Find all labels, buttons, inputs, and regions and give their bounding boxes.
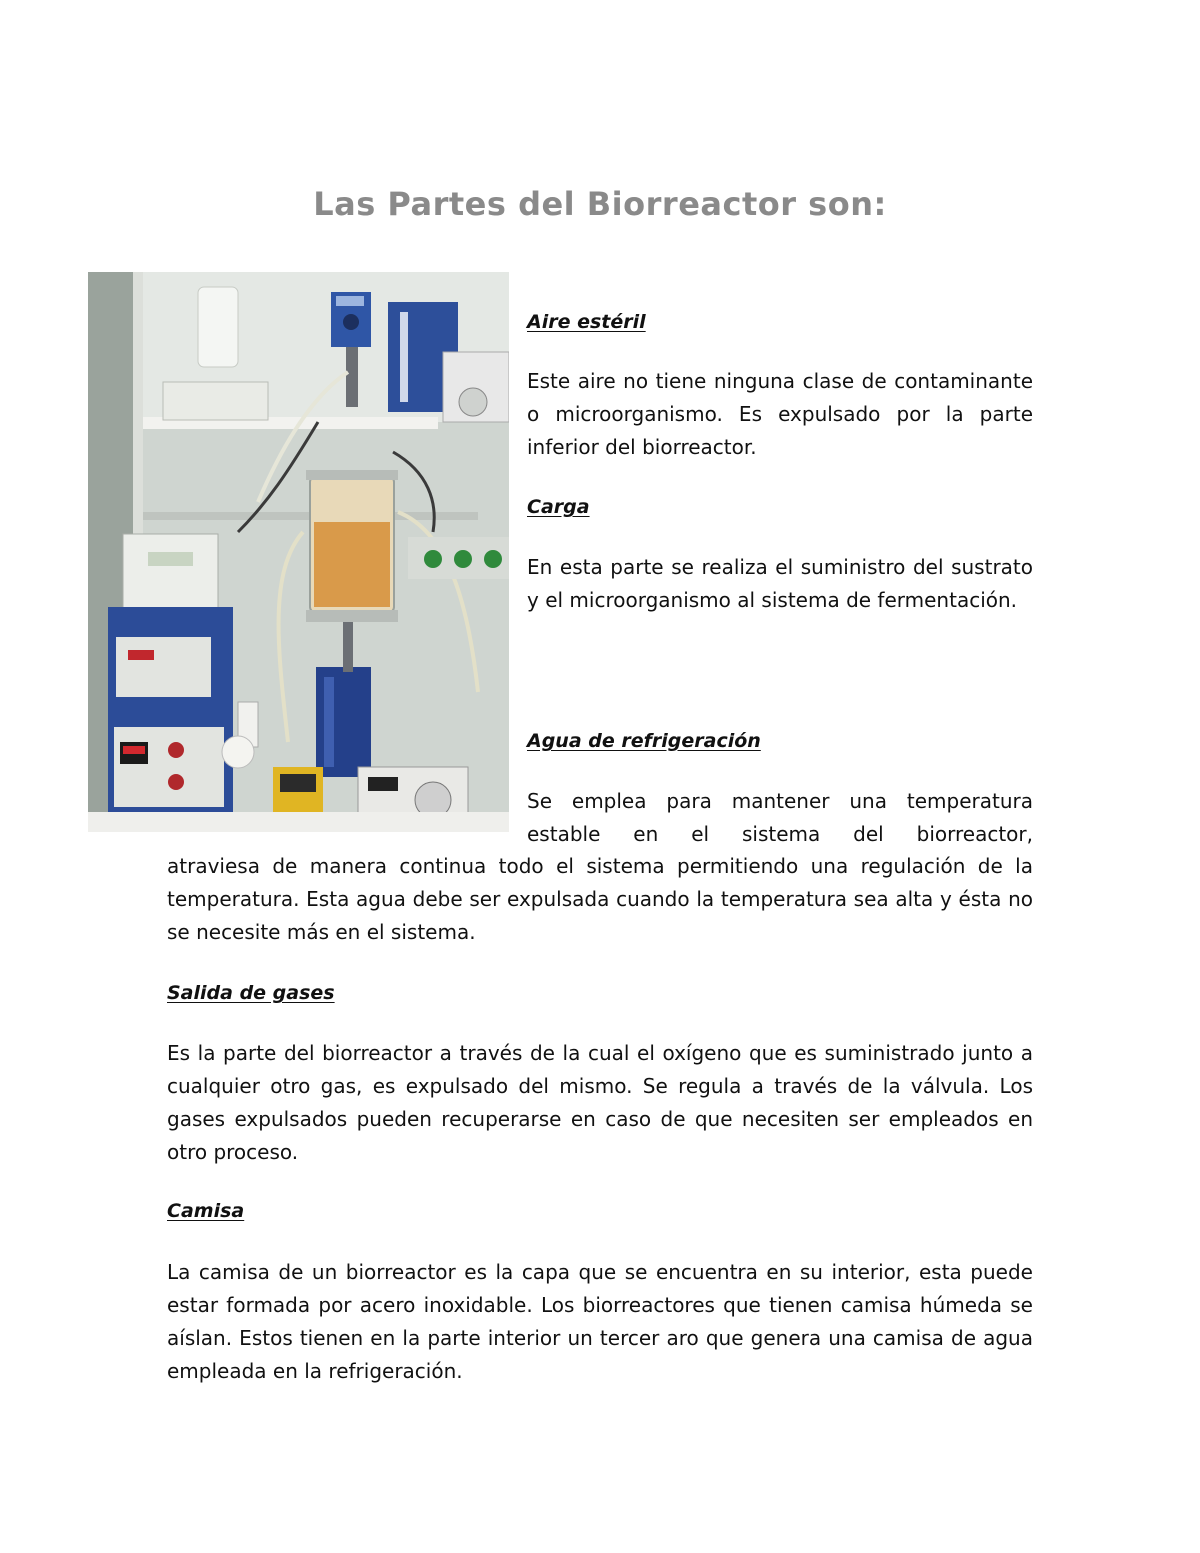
paragraph-agua-refrigeracion-intro: Se emplea para mantener una temperatura estable en el sistema del biorreactor, [527, 789, 1033, 846]
page-title: Las Partes del Biorreactor son: [313, 185, 887, 224]
paragraph-aire-esteril: Este aire no tiene ninguna clase de contaminante o microorganismo. Es expulsado por la parte inferior del biorreactor. [527, 369, 1033, 459]
heading-agua-refrigeracion: Agua de refrigeración [527, 730, 761, 752]
heading-salida-gases: Salida de gases [167, 982, 335, 1004]
paragraph-agua-refrigeracion: atraviesa de manera continua todo el sistema permitiendo una regulación de la temperatura. Esta agua debe ser expulsada cuando la temperatura sea alta y ésta no se necesite más en el sistema. [167, 854, 1033, 944]
paragraph-carga: En esta parte se realiza el suministro del sustrato y el microorganismo al sistema de fermentación. [527, 555, 1033, 612]
paragraph-salida-gases: Es la parte del biorreactor a través de la cual el oxígeno que es suministrado junto a cualquier otro gas, es expulsado del mismo. Se regula a través de la válvula. Los gases expulsados pueden recuperarse en caso de que necesiten ser empleados en otro proceso. [167, 1041, 1033, 1164]
paragraph-camisa: La camisa de un biorreactor es la capa que se encuentra en su interior, esta puede estar formada por acero inoxidable. Los biorreactores que tienen camisa húmeda se aíslan. Estos tienen en la parte interior un tercer aro que genera una camisa de agua empleada en la refrigeración. [167, 1260, 1033, 1383]
heading-carga: Carga [527, 496, 590, 518]
heading-aire-esteril: Aire estéril [527, 311, 646, 333]
heading-camisa: Camisa [167, 1200, 245, 1222]
